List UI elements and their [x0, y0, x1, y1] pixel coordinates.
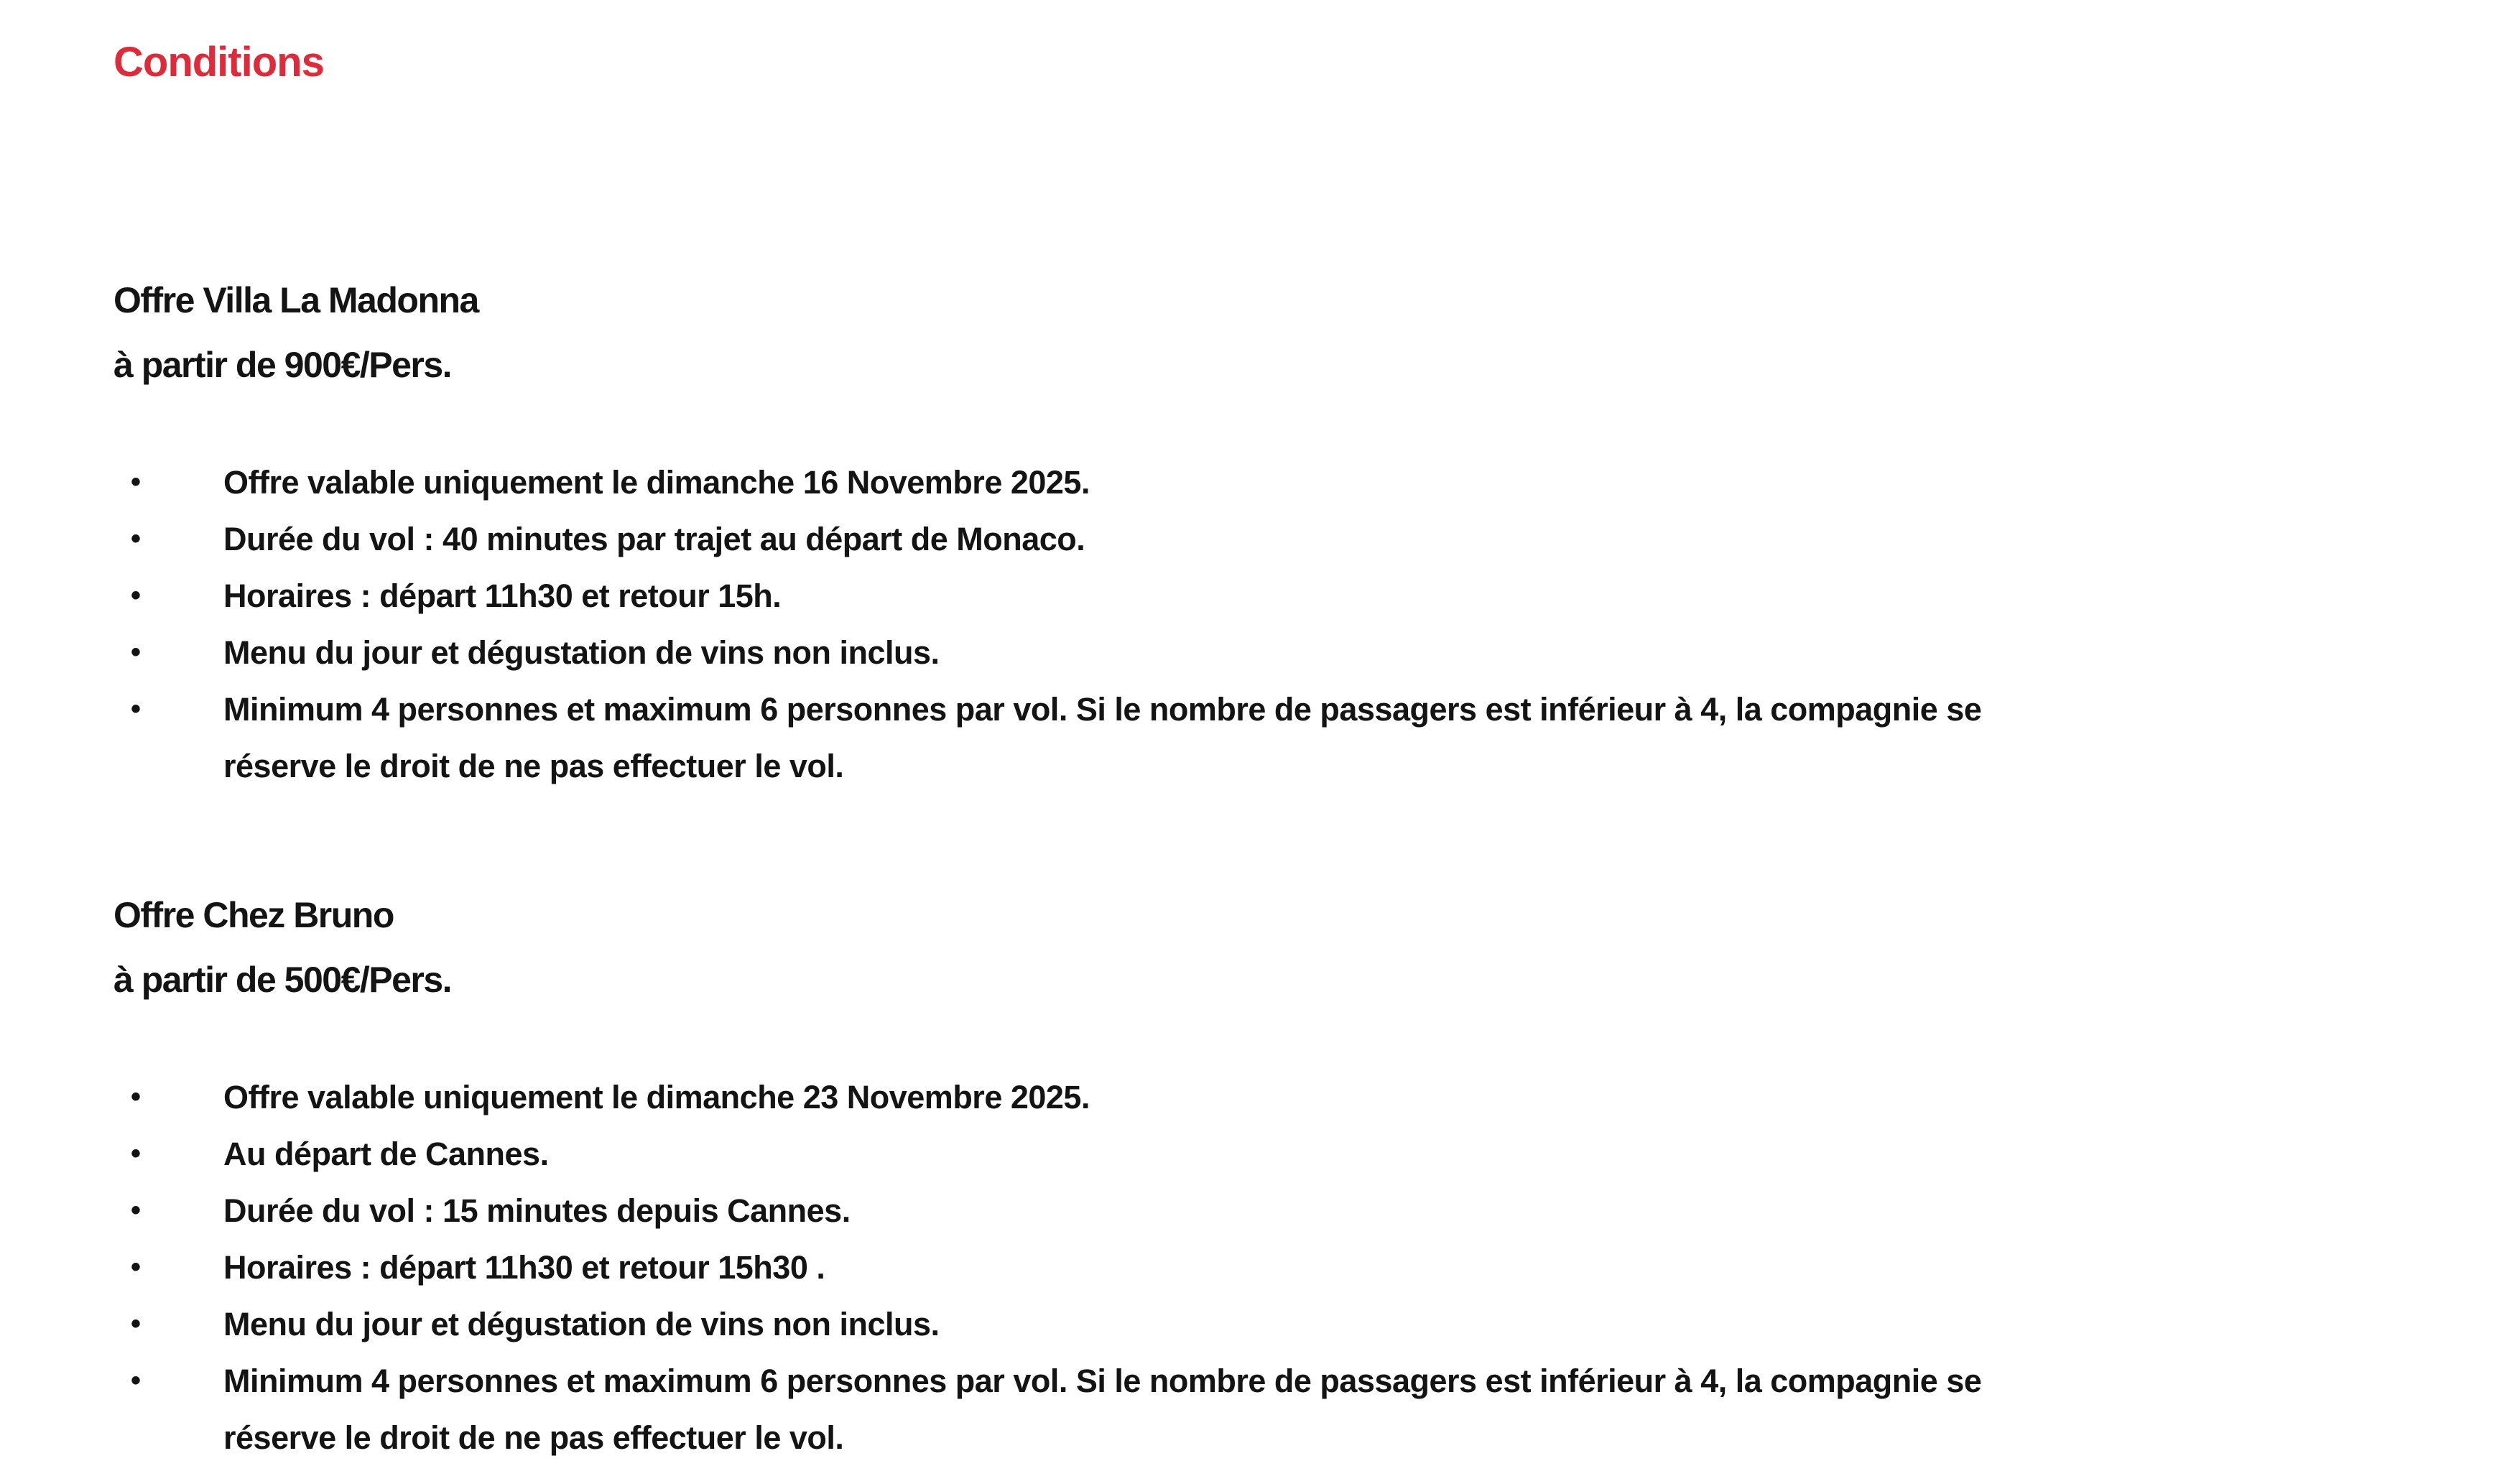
bullet-icon: •	[131, 636, 141, 668]
offer-name: Offre Villa La Madonna	[114, 279, 478, 320]
bullet-icon: •	[131, 465, 141, 498]
bullet-icon: •	[131, 1251, 141, 1283]
condition-text: Horaires : départ 11h30 et retour 15h.	[223, 577, 782, 614]
condition-text: Horaires : départ 11h30 et retour 15h30 .	[223, 1248, 825, 1286]
condition-item	[114, 1296, 2096, 1353]
bullet-icon: •	[131, 1080, 141, 1113]
condition-text: Minimum 4 personnes et maximum 6 personnes par vol. Si le nombre de passagers est inférieur à 4, la compagnie se réserve le droit de ne pas effectuer le vol.	[223, 690, 1982, 784]
condition-item	[114, 567, 2096, 624]
condition-item	[114, 1182, 2096, 1239]
offer-price: à partir de 900€/Pers.	[114, 344, 452, 385]
offer-price: à partir de 500€/Pers.	[114, 959, 452, 1000]
condition-text: Menu du jour et dégustation de vins non inclus.	[223, 634, 940, 671]
condition-item	[114, 1126, 2096, 1182]
condition-text: Durée du vol : 40 minutes par trajet au départ de Monaco.	[223, 520, 1085, 557]
condition-text: Offre valable uniquement le dimanche 23 Novembre 2025.	[223, 1078, 1090, 1115]
bullet-icon: •	[131, 692, 141, 725]
bullet-icon: •	[131, 1194, 141, 1226]
condition-item	[114, 1069, 2096, 1126]
offer-section-villa-la-madonna	[114, 279, 2520, 794]
offer-name: Offre Chez Bruno	[114, 894, 394, 935]
conditions-list	[114, 454, 2520, 794]
condition-item	[114, 1239, 2096, 1296]
bullet-icon: •	[131, 1364, 141, 1396]
condition-item	[114, 681, 2096, 794]
condition-text: Menu du jour et dégustation de vins non inclus.	[223, 1305, 940, 1342]
bullet-icon: •	[131, 1307, 141, 1340]
conditions-list	[114, 1069, 2520, 1466]
condition-item	[114, 454, 2096, 511]
condition-text: Durée du vol : 15 minutes depuis Cannes.	[223, 1192, 851, 1229]
condition-item	[114, 624, 2096, 681]
condition-text: Offre valable uniquement le dimanche 16 Novembre 2025.	[223, 463, 1090, 501]
condition-text: Minimum 4 personnes et maximum 6 personnes par vol. Si le nombre de passagers est inférieur à 4, la compagnie se réserve le droit de ne pas effectuer le vol.	[223, 1362, 1982, 1456]
condition-text: Au départ de Cannes.	[223, 1135, 549, 1172]
bullet-icon: •	[131, 522, 141, 555]
offer-section-chez-bruno	[114, 894, 2520, 1466]
condition-item	[114, 511, 2096, 567]
condition-item	[114, 1353, 2096, 1466]
bullet-icon: •	[131, 1137, 141, 1169]
bullet-icon: •	[131, 579, 141, 611]
page-title: Conditions	[114, 39, 324, 85]
